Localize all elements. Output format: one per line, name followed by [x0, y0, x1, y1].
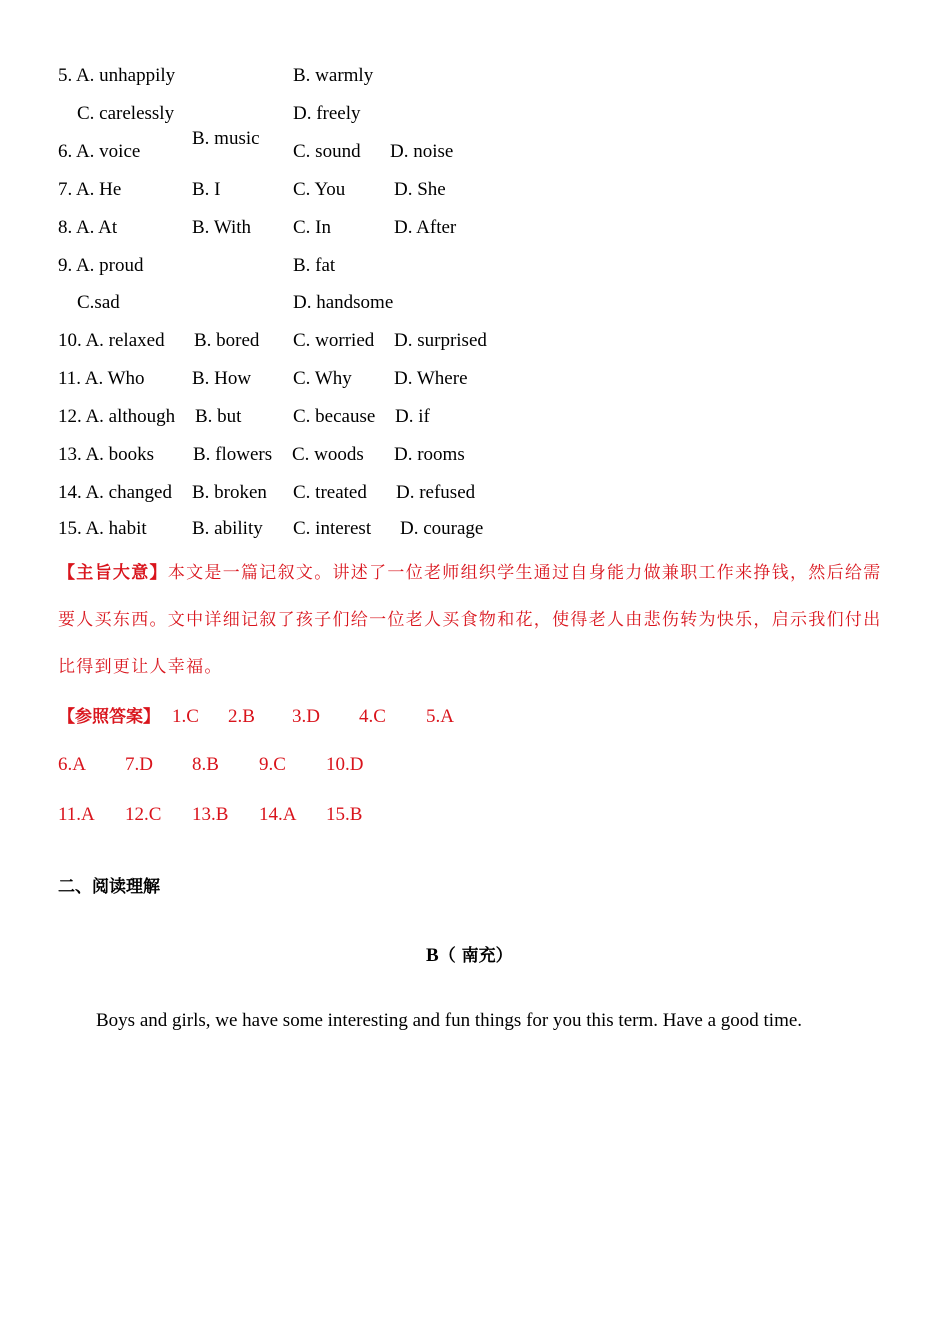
q5-option-b: B. warmly: [293, 65, 374, 86]
q13-option-b: B. flowers: [193, 444, 273, 465]
answers-tag: 【参照答案】: [58, 707, 160, 727]
q15-option-c: C. interest: [293, 518, 372, 539]
main-idea-text: 本文是一篇记叙文。讲述了一位老师组织学生通过自身能力做兼职工作来挣钱，然后给需要人买东西。文中详细记叙了孩子们给一位老人买食物和花，使得老人由悲伤转为快乐，启示我们付出比得到更让人幸福。: [58, 563, 882, 677]
answer-5: 5.A: [426, 706, 454, 727]
q14-option-b: B. broken: [192, 482, 267, 503]
q6-option-a: 6. A. voice: [58, 141, 141, 162]
q6-option-b: B. music: [192, 128, 260, 149]
q6-option-d: D. noise: [390, 141, 454, 162]
q14-option-a: 14. A. changed: [58, 482, 172, 503]
q9-option-d: D. handsome: [293, 292, 394, 313]
passage-title: [426, 945, 513, 967]
section-heading: 二、阅读理解: [58, 877, 160, 897]
q15-option-b: B. ability: [192, 518, 263, 539]
q8-option-d: D. After: [394, 217, 457, 238]
answer-4: 4.C: [359, 706, 386, 727]
q12-option-b: B. but: [195, 406, 242, 427]
answer-1: 1.C: [172, 706, 199, 727]
answer-7: 7.D: [125, 754, 153, 775]
answer-9: 9.C: [259, 754, 286, 775]
q7-option-d: D. She: [394, 179, 446, 200]
passage-paragraph: Boys and girls, we have some interesting and fun things for you this term. Have a good time.: [96, 1010, 803, 1031]
answer-8: 8.B: [192, 754, 219, 775]
q13-option-c: C. woods: [292, 444, 364, 465]
q8-option-b: B. With: [192, 217, 252, 238]
q14-option-d: D. refused: [396, 482, 476, 503]
q5-option-a: 5. A. unhappily: [58, 65, 176, 86]
q15-option-d: D. courage: [400, 518, 484, 539]
answer-6: 6.A: [58, 754, 86, 775]
q10-option-c: C. worried: [293, 330, 375, 351]
q10-option-d: D. surprised: [394, 330, 487, 351]
q6-option-c: C. sound: [293, 141, 361, 162]
q7-option-a: 7. A. He: [58, 179, 122, 200]
q9-option-b: B. fat: [293, 255, 336, 276]
q5-option-c: C. carelessly: [77, 103, 175, 124]
answer-13: 13.B: [192, 804, 229, 825]
answer-12: 12.C: [125, 804, 162, 825]
q13-option-a: 13. A. books: [58, 444, 155, 465]
q11-option-a: 11. A. Who: [58, 368, 145, 389]
answer-2: 2.B: [228, 706, 255, 727]
q7-option-b: B. I: [192, 179, 221, 200]
q11-option-b: B. How: [192, 368, 252, 389]
q8-option-a: 8. A. At: [58, 217, 118, 238]
q11-option-d: D. Where: [394, 368, 468, 389]
q12-option-a: 12. A. although: [58, 406, 176, 427]
q12-option-c: C. because: [293, 406, 376, 427]
main-idea-summary: [58, 550, 898, 691]
answer-11: 11.A: [58, 804, 95, 825]
q11-option-c: C. Why: [293, 368, 352, 389]
answer-15: 15.B: [326, 804, 363, 825]
q13-option-d: D. rooms: [394, 444, 465, 465]
q10-option-b: B. bored: [194, 330, 260, 351]
q8-option-c: C. In: [293, 217, 331, 238]
q9-option-c: C.sad: [77, 292, 120, 313]
q15-option-a: 15. A. habit: [58, 518, 147, 539]
answer-10: 10.D: [326, 754, 364, 775]
answer-14: 14.A: [259, 804, 297, 825]
q10-option-a: 10. A. relaxed: [58, 330, 165, 351]
passage-title-source: （ 南充）: [438, 946, 513, 966]
q5-option-d: D. freely: [293, 103, 361, 124]
q14-option-c: C. treated: [293, 482, 367, 503]
passage-title-letter: B: [426, 945, 439, 966]
q12-option-d: D. if: [395, 406, 430, 427]
main-idea-tag: 【主旨大意】: [58, 563, 168, 583]
q9-option-a: 9. A. proud: [58, 255, 144, 276]
answer-3: 3.D: [292, 706, 320, 727]
q7-option-c: C. You: [293, 179, 346, 200]
